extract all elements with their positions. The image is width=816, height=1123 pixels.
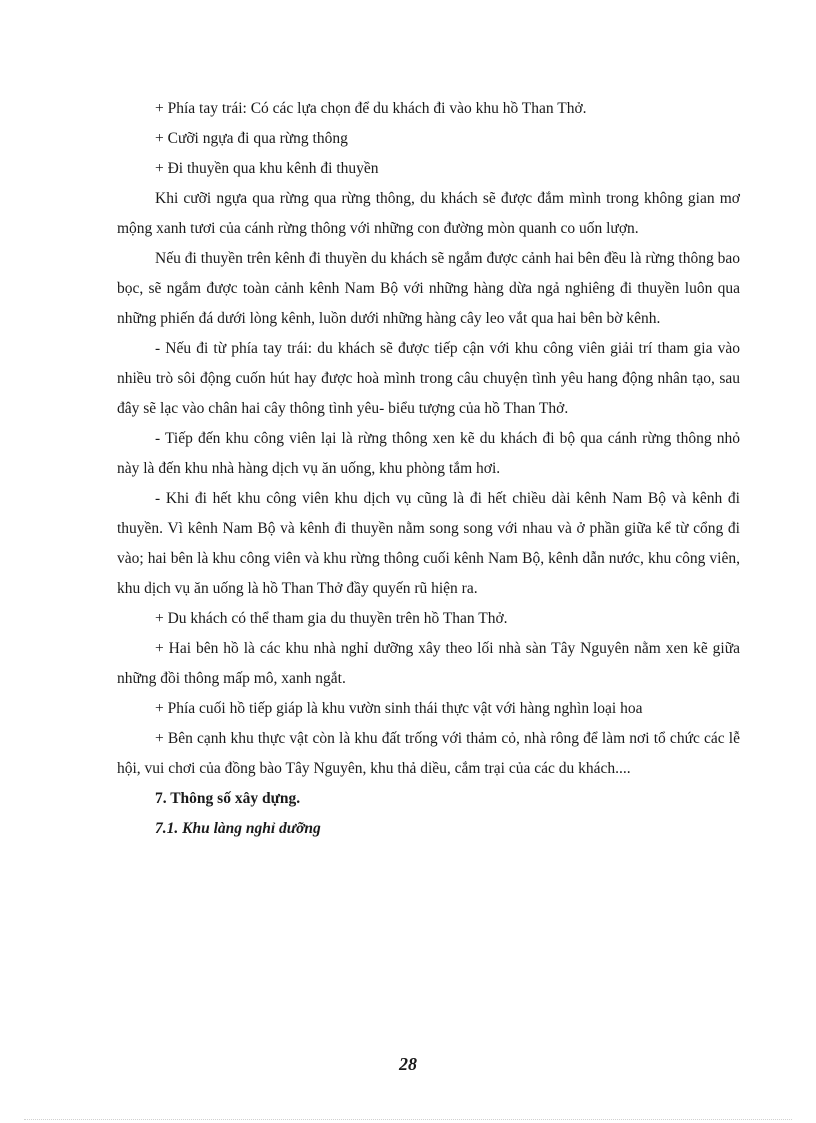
page-number: 28 <box>399 1054 417 1074</box>
paragraph-amusement-park: - Nếu đi từ phía tay trái: du khách sẽ được tiếp cận với khu công viên giải trí tham gia vào nhiều trò sôi động cuốn hút hay được hoà mình trong câu chuyện tình yêu hang động nhân tạo, sau đây sẽ lạc vào chân hai cây thông tình yêu- biểu tượng của hồ Than Thở. <box>117 340 740 417</box>
paragraph-restaurant-area: - Tiếp đến khu công viên lại là rừng thông xen kẽ du khách đi bộ qua cánh rừng thông nhỏ này là đến khu nhà hàng dịch vụ ăn uống, khu phòng tắm hơi. <box>117 430 740 477</box>
paragraph-festival-ground: + Bên cạnh khu thực vật còn là khu đất trống với thảm cỏ, nhà rông để làm nơi tổ chức các lễ hội, vui chơi của đồng bào Tây Nguyên, khu thả diều, cắm trại của các du khách.... <box>117 730 740 777</box>
paragraph-lake-cruise: + Du khách có thể tham gia du thuyền trên hồ Than Thở. <box>155 610 508 627</box>
paragraph-left-side-options: + Phía tay trái: Có các lựa chọn để du khách đi vào khu hồ Than Thở. <box>155 100 587 117</box>
paragraph-botanical-garden: + Phía cuối hồ tiếp giáp là khu vườn sinh thái thực vật với hàng nghìn loại hoa <box>155 700 643 717</box>
paragraph-pine-forest-ride: Khi cưỡi ngựa qua rừng qua rừng thông, du khách sẽ được đắm mình trong không gian mơ mộng xanh tươi của cánh rừng thông với những con đường mòn quanh co uốn lượn. <box>117 190 740 237</box>
section-heading: 7. Thông số xây dựng. <box>155 790 301 807</box>
subsection-heading: 7.1. Khu làng nghỉ dưỡng <box>155 820 321 837</box>
paragraph-boat-canal: + Đi thuyền qua khu kênh đi thuyền <box>155 160 379 177</box>
bottom-divider <box>24 1119 792 1120</box>
document-body <box>117 94 740 844</box>
paragraph-horse-riding: + Cưỡi ngựa đi qua rừng thông <box>155 130 348 147</box>
paragraph-resort-houses: + Hai bên hồ là các khu nhà nghỉ dưỡng xây theo lối nhà sàn Tây Nguyên nằm xen kẽ giữa những đồi thông mấp mô, xanh ngắt. <box>117 640 740 687</box>
paragraph-boat-trip: Nếu đi thuyền trên kênh đi thuyền du khách sẽ ngắm được cảnh hai bên đều là rừng thông bao bọc, sẽ ngắm được toàn cảnh kênh Nam Bộ với những hàng dừa ngả nghiêng đi thuyền luôn qua những phiến đá dưới lòng kênh, luồn dưới những hàng cây leo vắt qua hai bên bờ kênh. <box>117 250 740 327</box>
paragraph-canal-layout: - Khi đi hết khu công viên khu dịch vụ cũng là đi hết chiều dài kênh Nam Bộ và kênh đi thuyền. Vì kênh Nam Bộ và kênh đi thuyền nằm song song với nhau và ở phần giữa kể từ cổng đi vào; hai bên là khu công viên và khu rừng thông cuối kênh Nam Bộ, kênh dẫn nước, khu công viên, khu dịch vụ ăn uống là hồ Than Thở đầy quyến rũ hiện ra. <box>117 490 740 597</box>
